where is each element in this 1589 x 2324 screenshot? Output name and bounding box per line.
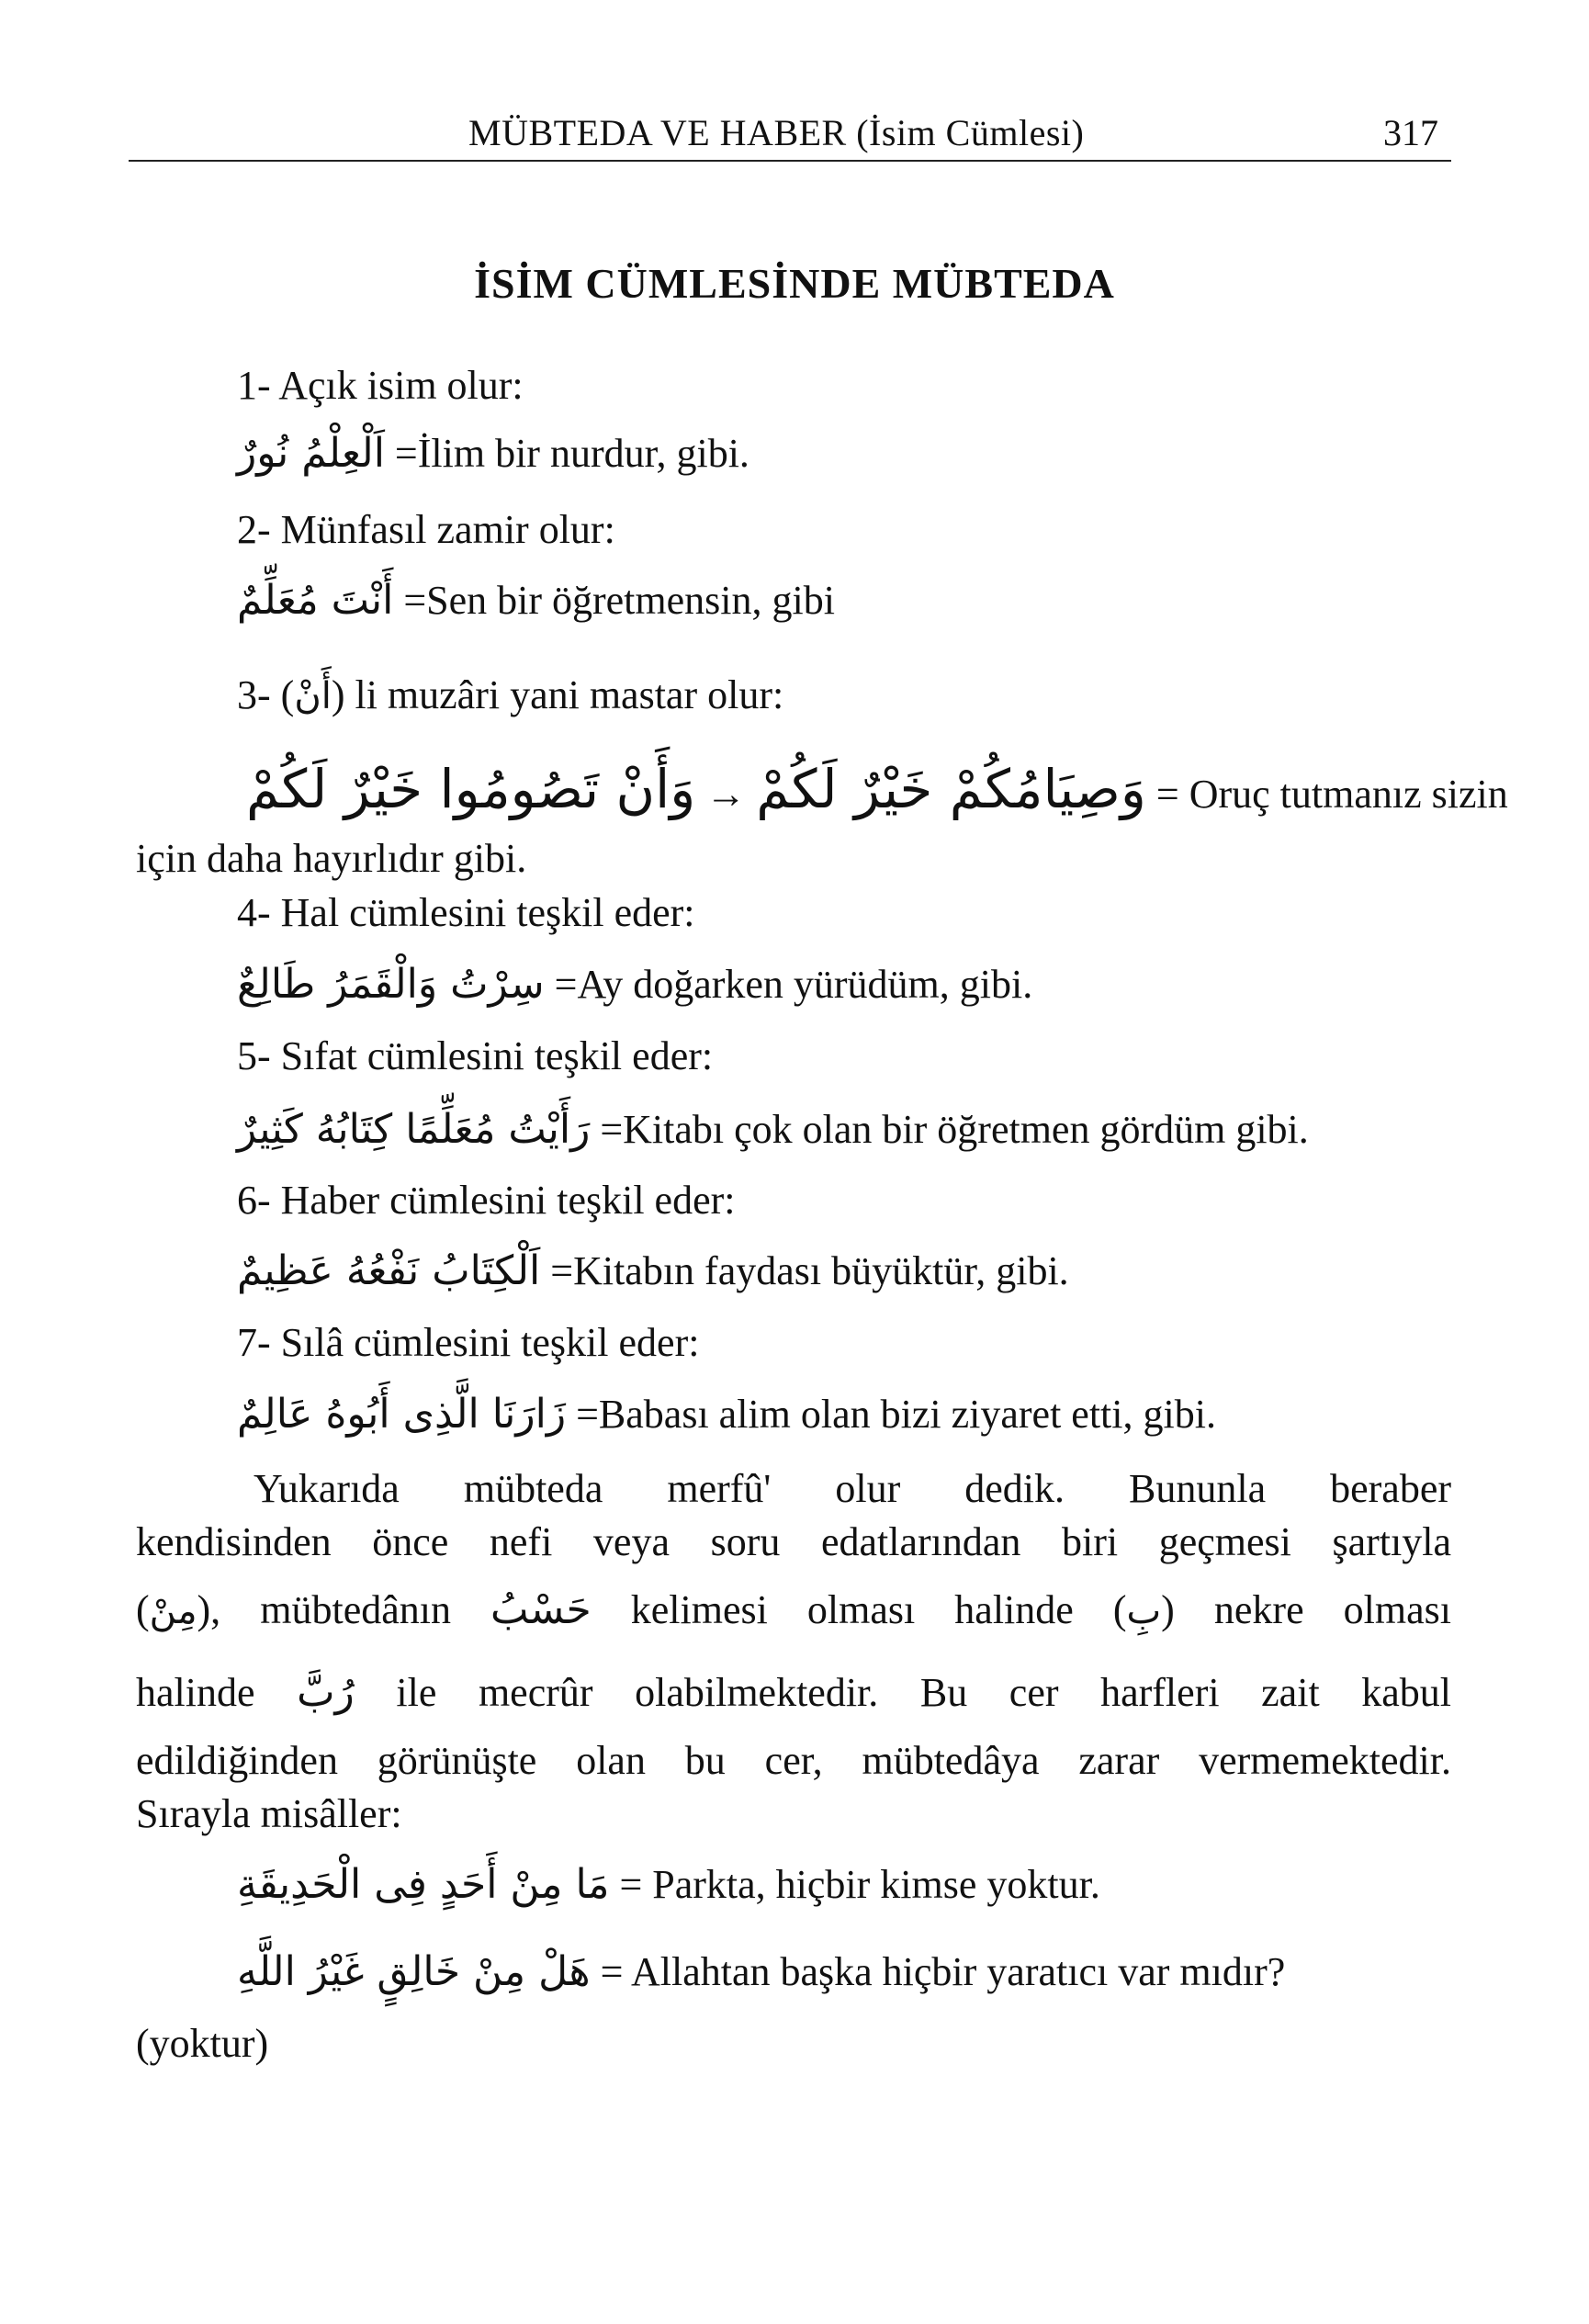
para-l4-text-b: ile mecrûr olabilmektedir. Bu cer harfleri zait kabul (396, 1670, 1452, 1715)
item-2-example (237, 577, 835, 624)
example-2 (237, 1948, 1286, 1995)
item-7-example (237, 1391, 1216, 1438)
para-line-4 (136, 1652, 1451, 1734)
item-7-arabic: زَارَنَا الَّذِى أَبُوهُ عَالِمٌ (237, 1391, 567, 1438)
item-2-arabic: أَنْتَ مُعَلِّمٌ (237, 577, 394, 624)
item-6-arabic: اَلْكِتَابُ نَفْعُهُ عَظِيمٌ (237, 1247, 541, 1294)
section-heading: İSİM CÜMLESİNDE MÜBTEDA (474, 260, 1115, 307)
para-l3-text-c: kelimesi olması halinde ( (630, 1587, 1127, 1632)
example-2-translation-cont: (yoktur) (136, 2021, 269, 2066)
item-5-translation: =Kitabı çok olan bir öğretmen gördüm gibi. (600, 1107, 1309, 1152)
arrow-icon: → (705, 772, 747, 817)
item-3-translation-cont: için daha hayırlıdır gibi. (136, 836, 527, 881)
item-1-translation: =İlim bir nurdur, gibi. (394, 431, 749, 476)
item-3-translation: = Oruç tutmanız sizin (1155, 772, 1508, 817)
item-1-label: 1- Açık isim olur: (237, 363, 524, 408)
item-3-example (246, 758, 1508, 820)
example-1-arabic: مَا مِنْ أَحَدٍ فِى الْحَدِيقَةِ (237, 1861, 610, 1908)
item-6-translation: =Kitabın faydası büyüktür, gibi. (550, 1248, 1069, 1293)
item-3-arabic-1: وَصِيَامُكُمْ خَيْرٌ لَكُمْ (756, 758, 1146, 820)
para-line-2: kendisinden önce nefi veya soru edatlarından biri geçmesi şartıyla (136, 1519, 1451, 1564)
page-header (129, 108, 1451, 162)
item-5-arabic: رَأَيْتُ مُعَلِّمًا كِتَابُهُ كَثِيرٌ (237, 1106, 591, 1153)
para-line-1: Yukarıda mübteda merfû' olur dedik. Bununla beraber (254, 1466, 1451, 1511)
body-paragraph (136, 1462, 1451, 1841)
item-6-label: 6- Haber cümlesini teşkil eder: (237, 1178, 736, 1223)
para-l3-arabic-hasb: حَسْبُ (490, 1586, 592, 1633)
running-title: MÜBTEDA VE HABER (İsim Cümlesi) (468, 112, 1085, 153)
item-1-arabic: اَلْعِلْمُ نُورٌ (237, 430, 385, 477)
item-3-label-rest: ) li muzâri yani mastar olur: (331, 672, 784, 717)
para-l4-text-a: halinde (136, 1670, 255, 1715)
para-line-5: edildiğinden görünüşte olan bu cer, mübtedâya zarar vermemektedir. (136, 1738, 1451, 1783)
item-2-translation: =Sen bir öğretmensin, gibi (403, 578, 835, 623)
example-2-translation: = Allahtan başka hiçbir yaratıcı var mıdır? (600, 1949, 1286, 1994)
item-7-translation: =Babası alim olan bizi ziyaret etti, gibi. (576, 1392, 1216, 1437)
item-3-label (237, 672, 784, 717)
para-l3-open: ( (136, 1587, 150, 1632)
para-l3-arabic-bi: بِ (1126, 1590, 1162, 1632)
para-l3-text-d: ) nekre olması (1161, 1587, 1451, 1632)
item-2-label: 2- Münfasıl zamir olur: (237, 507, 615, 552)
item-4-example (237, 961, 1033, 1008)
item-5-label: 5- Sıfat cümlesini teşkil eder: (237, 1033, 714, 1078)
item-6-example (237, 1247, 1069, 1294)
item-3-label-arabic: أَنْ (294, 675, 332, 717)
page-number: 317 (1383, 112, 1438, 153)
example-2-arabic: هَلْ مِنْ خَالِقٍ غَيْرُ اللَّهِ (237, 1948, 591, 1995)
item-3-arabic-2: وَأَنْ تَصُومُوا خَيْرٌ لَكُمْ (246, 758, 696, 820)
para-line-3 (136, 1569, 1451, 1652)
item-3-label-open: 3- ( (237, 672, 295, 717)
item-4-arabic: سِرْتُ وَالْقَمَرُ طَالِعٌ (237, 961, 545, 1008)
item-1-example (237, 430, 749, 477)
para-l3-text-b: ), mübtedânın (197, 1587, 451, 1632)
item-4-label: 4- Hal cümlesini teşkil eder: (237, 890, 695, 935)
item-4-translation: =Ay doğarken yürüdüm, gibi. (554, 962, 1033, 1007)
para-line-6: Sırayla misâller: (136, 1791, 402, 1836)
para-l4-arabic-rubba: رُبَّ (297, 1669, 355, 1716)
para-l3-arabic-min: مِنْ (149, 1590, 197, 1632)
item-5-example (237, 1106, 1309, 1153)
item-7-label: 7- Sılâ cümlesini teşkil eder: (237, 1320, 700, 1365)
example-1-translation: = Parkta, hiçbir kimse yoktur. (619, 1862, 1100, 1907)
example-1 (237, 1861, 1100, 1908)
